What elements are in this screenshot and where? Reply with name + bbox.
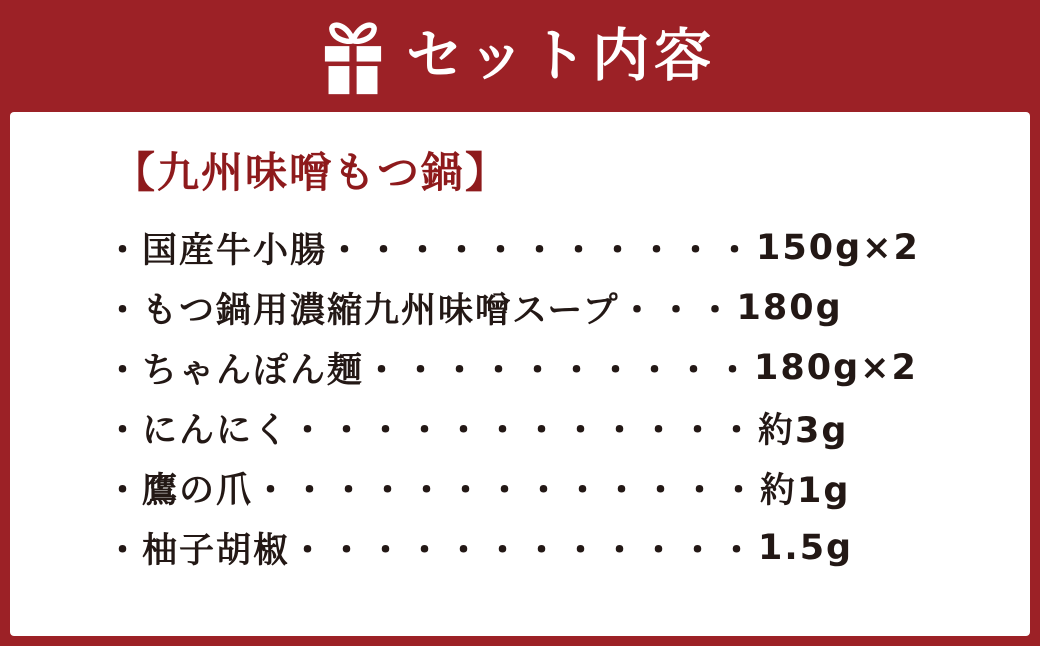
list-item — [105, 278, 1010, 338]
list-item — [105, 458, 1010, 518]
list-item — [105, 218, 1010, 278]
header-title: セット内容 — [406, 22, 716, 89]
item-bullet: ・ — [105, 471, 143, 512]
item-amount: 1.5g — [758, 528, 854, 569]
item-label: もつ鍋用濃縮九州味噌スープ — [142, 291, 620, 332]
item-amount: 150g×2 — [756, 228, 920, 269]
item-list — [105, 218, 1010, 578]
item-amount: 180g — [736, 288, 843, 329]
gift-icon — [324, 17, 382, 97]
item-leader: ・・・・・・・・・・・・ — [290, 411, 759, 452]
header-banner — [0, 0, 1040, 112]
item-bullet: ・ — [105, 411, 143, 452]
list-item — [105, 338, 1010, 398]
item-leader: ・・・・・・・・・・・ — [327, 231, 757, 272]
item-bullet: ・ — [105, 231, 143, 272]
list-item — [105, 518, 1010, 578]
item-bullet: ・ — [105, 531, 143, 572]
content-panel — [10, 112, 1030, 636]
list-item — [105, 398, 1010, 458]
item-label: 柚子胡椒 — [142, 531, 291, 572]
item-bullet: ・ — [105, 291, 143, 332]
item-bullet: ・ — [105, 351, 143, 392]
item-leader: ・・・・・・・・・・・・・ — [253, 471, 761, 512]
item-leader: ・・・・・・・・・・・・ — [290, 531, 759, 572]
item-label: 鷹の爪 — [142, 471, 254, 512]
item-leader: ・・・・・・・・・・ — [364, 351, 755, 392]
item-amount: 約3g — [758, 411, 849, 452]
item-label: ちゃんぽん麺 — [142, 351, 365, 392]
item-leader: ・・・ — [619, 291, 737, 332]
item-amount: 約1g — [760, 471, 851, 512]
section-title: 【九州味噌もつ鍋】 — [113, 148, 510, 197]
item-label: 国産牛小腸 — [142, 231, 328, 272]
item-amount: 180g×2 — [754, 348, 918, 389]
item-label: にんにく — [142, 411, 291, 452]
